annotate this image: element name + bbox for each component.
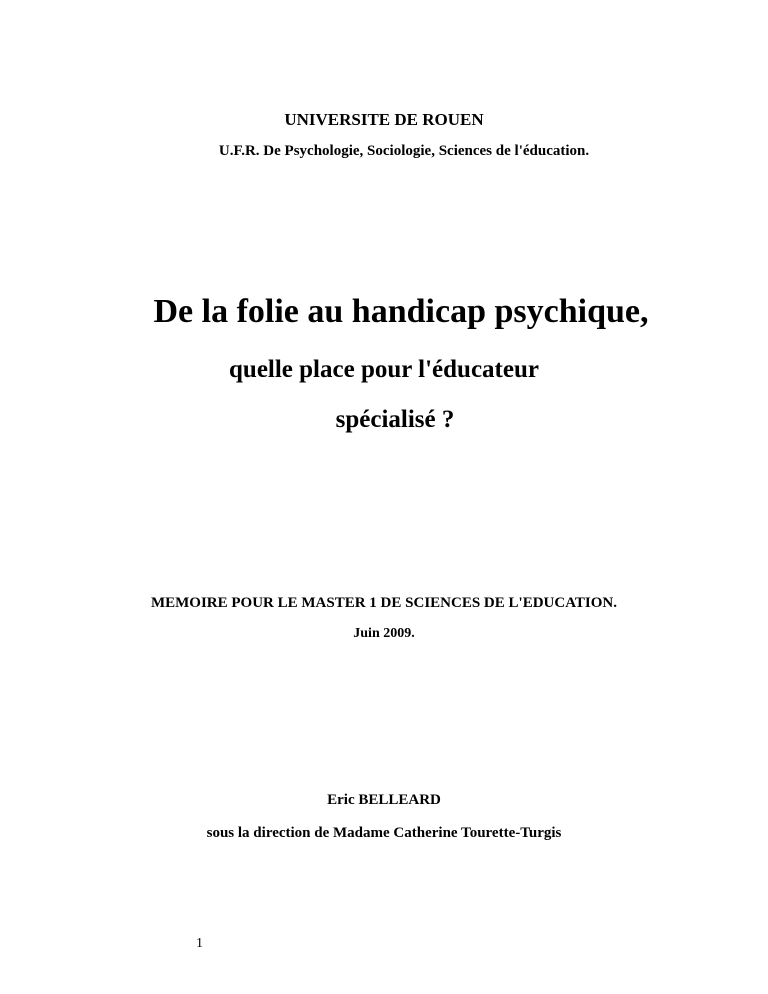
supervisor-line: sous la direction de Madame Catherine Tourette-Turgis (206, 825, 562, 841)
university-name: UNIVERSITE DE ROUEN (284, 110, 484, 129)
author-name: Eric BELLEARD (327, 792, 441, 808)
thesis-type: MEMOIRE POUR LE MASTER 1 DE SCIENCES DE L'EDUCATION. (150, 595, 618, 611)
document-subtitle-line-2: spécialisé ? (335, 406, 455, 433)
document-title: De la folie au handicap psychique, (153, 293, 649, 330)
page-number: 1 (196, 936, 203, 951)
ufr-name: U.F.R. De Psychologie, Sociologie, Sciences de l'éducation. (218, 143, 590, 159)
document-subtitle-line-1: quelle place pour l'éducateur (229, 356, 539, 383)
thesis-date: Juin 2009. (353, 626, 415, 641)
